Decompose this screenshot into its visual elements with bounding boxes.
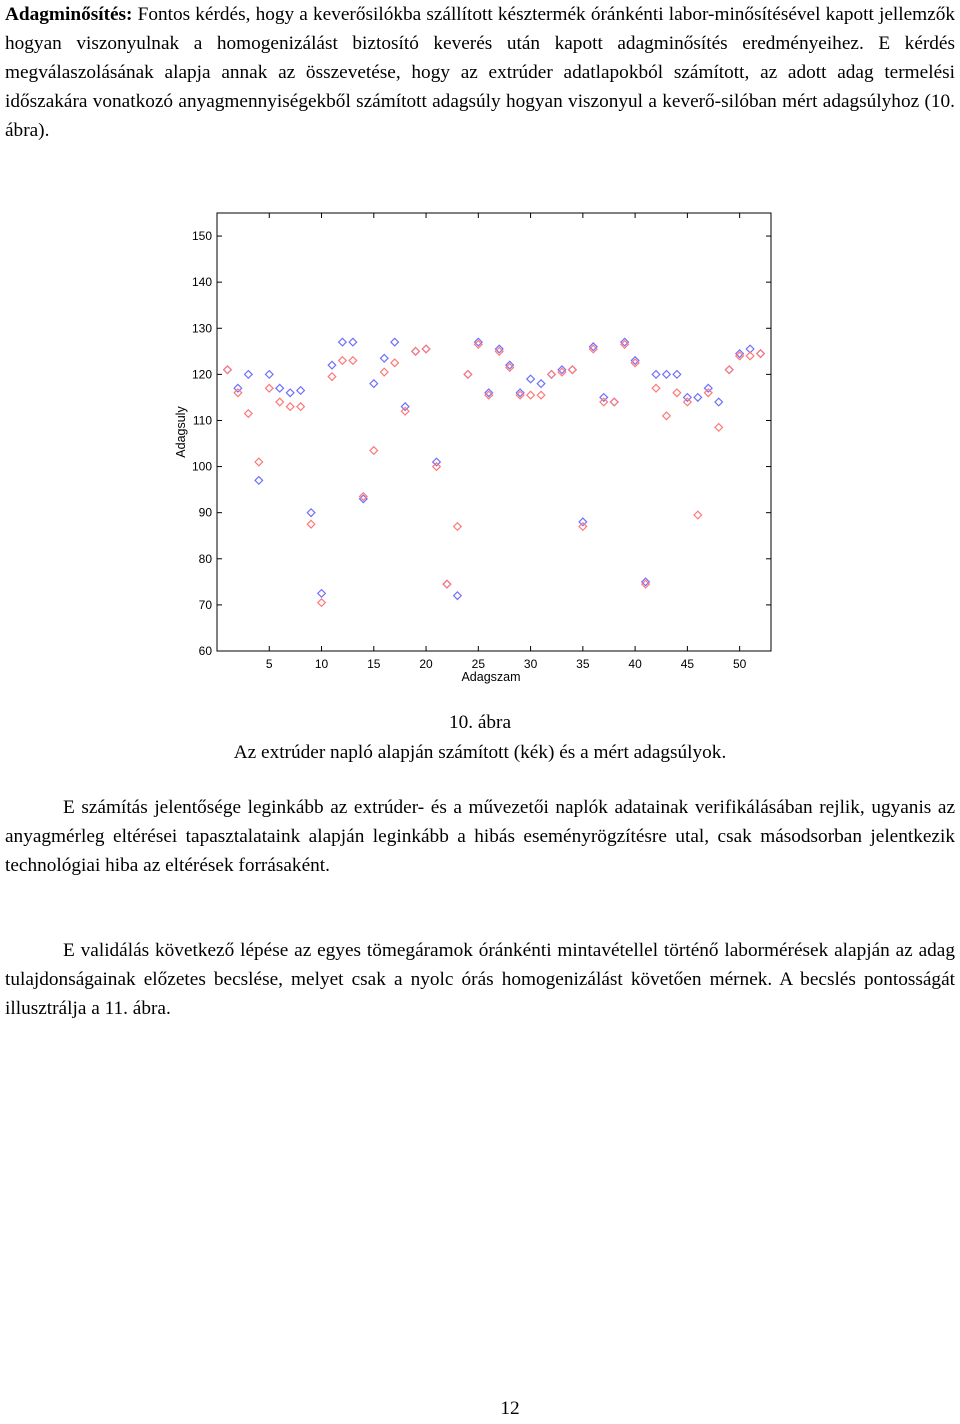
y-tick-label: 90: [198, 505, 212, 520]
page-number: 12: [500, 1398, 520, 1419]
x-tick-label: 35: [576, 657, 590, 671]
x-tick-label: 50: [732, 657, 747, 671]
x-axis-label: Adagszam: [461, 670, 521, 684]
y-tick-label: 110: [192, 413, 212, 428]
y-tick-label: 130: [191, 321, 212, 336]
figure-10: [170, 205, 780, 690]
y-axis-label: Adagsuly: [174, 406, 188, 458]
x-tick-label: 40: [628, 657, 642, 671]
x-tick-label: 15: [367, 657, 381, 671]
y-tick-label: 70: [198, 597, 212, 612]
y-tick-label: 150: [191, 229, 212, 244]
y-tick-label: 60: [198, 644, 212, 658]
x-tick-label: 45: [680, 657, 695, 671]
x-tick-label: 25: [471, 657, 486, 671]
figure-number: 10. ábra: [448, 712, 512, 733]
paragraph-3: E validálás következő lépése az egyes tömegáramok óránkénti mintavétellel történő labormérések alapján az adag tulajdonságainak előzetes becslése, melyet csak a nyolc órás homogenizálást követően mérnek. A becslés pontosságát illusztrálja a 11. ábra.: [5, 940, 955, 1019]
intro-text: Fontos kérdés, hogy a keverősilókba szállított késztermék óránkénti labor-minősítésével kapott jellemzők hogyan viszonyulnak a homogenizálást biztosító keverés után kapott adagminősítés eredményeihez. E kérdés megválaszolásának alapja annak az összevetése, hogy az extrúder adatlapokból számított, az adott adag termelési időszakára vonatkozó anyagmennyiségekből számított adagsúly hogyan viszonyul a keverő-silóban mért adagsúlyhoz (10. ábra).: [5, 4, 955, 141]
y-tick-label: 80: [198, 551, 212, 566]
figure-caption-block: [0, 708, 960, 768]
paragraph-2: E számítás jelentősége leginkább az extrúder- és a művezetői naplók adatainak verifikálásában rejlik, ugyanis az anyagmérleg eltérései tapasztalataink alapján leginkább a hibás eseményrögzítésre utal, csak másodsorban jelentkezik technológiai hiba az eltérések forrásaként.: [5, 797, 955, 876]
plot-area: [217, 213, 771, 651]
y-tick-label: 140: [191, 275, 212, 290]
x-tick-label: 10: [314, 657, 329, 671]
x-tick-label: 5: [265, 657, 273, 671]
x-tick-label: 20: [419, 657, 433, 671]
x-tick-label: 30: [523, 657, 538, 671]
intro-paragraph: [5, 0, 955, 145]
y-tick-label: 120: [191, 367, 212, 382]
intro-lead: Adagminősítés:: [5, 4, 133, 25]
y-tick-label: 100: [191, 459, 212, 474]
figure-caption: Az extrúder napló alapján számított (kék) és a mért adagsúlyok.: [233, 742, 727, 763]
scatter-chart: [170, 205, 780, 690]
